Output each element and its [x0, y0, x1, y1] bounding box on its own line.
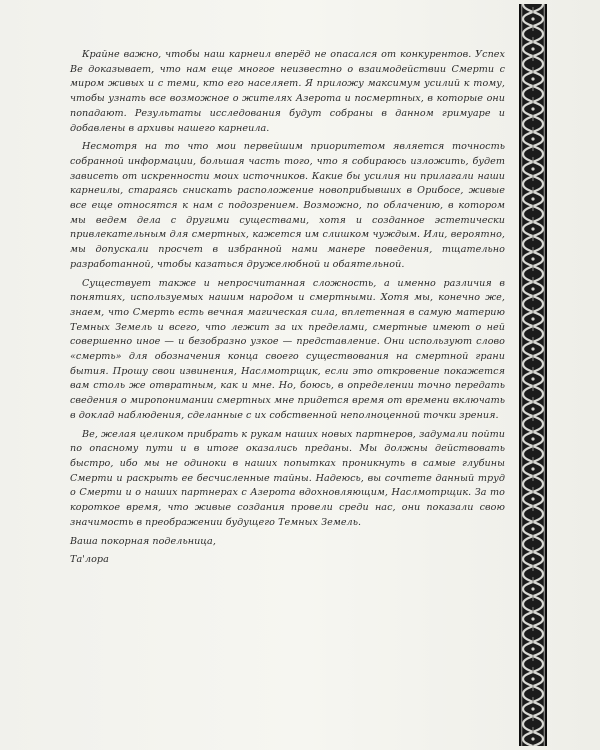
letter-paragraph: Несмотря на то что мои первейшим приоритетом является точность собранной информации, большая часть того, что я собираюсь изложить, будет зависеть от искренности моих источников. Какие бы усилия ни прилагали наши карнеилы, стараясь снискать расположение новоприбывших в Орибосе, живые все еще относятся к нам с подозрением. Возможно, по облачению, в котором мы ведем дела с другими существами, хотя и созданное эстетически привлекательным для смертных, кажется им слишком чуждым. Или, вероятно, мы допускали просчет в избранной нами манере поведения, тщательно разработанной, чтобы казаться дружелюбной и обаятельной. [70, 141, 505, 270]
ornamental-border [519, 4, 547, 746]
knotwork-pattern [521, 4, 545, 746]
letter-signature: Та'лора [70, 554, 109, 566]
letter-signoff: Ваша покорная подельница, [70, 535, 216, 547]
letter-paragraph: Ве, желая целиком прибрать к рукам наших новых партнеров, задумали пойти по опасному пути и в итоге оказались преданы. Мы должны действовать быстро, ибо мы не одиноки в наших попытках проникнуть в самые глубины Смерти и раскрыть ее бесчисленные тайны. Надеюсь, вы сочтете данный труд о Смерти и о наших партнерах с Азерота вдохновляющим, Наслмотрщик. За то короткое время, что живые создания провели среди нас, они показали свою значимость в преображении будущего Темных Земель. [70, 428, 505, 528]
letter-body [70, 48, 505, 572]
letter-paragraph: Крайне важно, чтобы наш карнеил вперёд не опасался от конкурентов. Успех Ве доказывает, что нам еще многое неизвестно о взаимодействии Смерти с миром живых и с теми, кто его населяет. Я приложу максимум усилий к тому, чтобы узнать все возможное о жителях Азерота и посмертных, в которые они попадают. Результаты исследования будут собраны в данном гримуаре и добавлены в архивы нашего карнеила. [70, 49, 505, 134]
letter-paragraph: Существует также и непросчитанная сложность, а именно различия в понятиях, используемых нашим народом и смертными. Хотя мы, конечно же, знаем, что Смерть есть вечная магическая сила, вплетенная в самую материю Темных Земель и всего, что лежит за их пределами, смертные имеют о ней совершенно иное — и безобразно узкое — представление. Они используют слово «смерть» для обозначения конца своего существования на смертной грани бытия. Прошу свои извинения, Наслмотрщик, если это откровение покажется вам столь же отвратным, как и мне. Но, боюсь, в определении точно передать сведения о миропонимании смертных мне придется время от времени включать в доклад наблюдения, сделанные с их собственной неполноценной точки зрения. [70, 277, 505, 421]
